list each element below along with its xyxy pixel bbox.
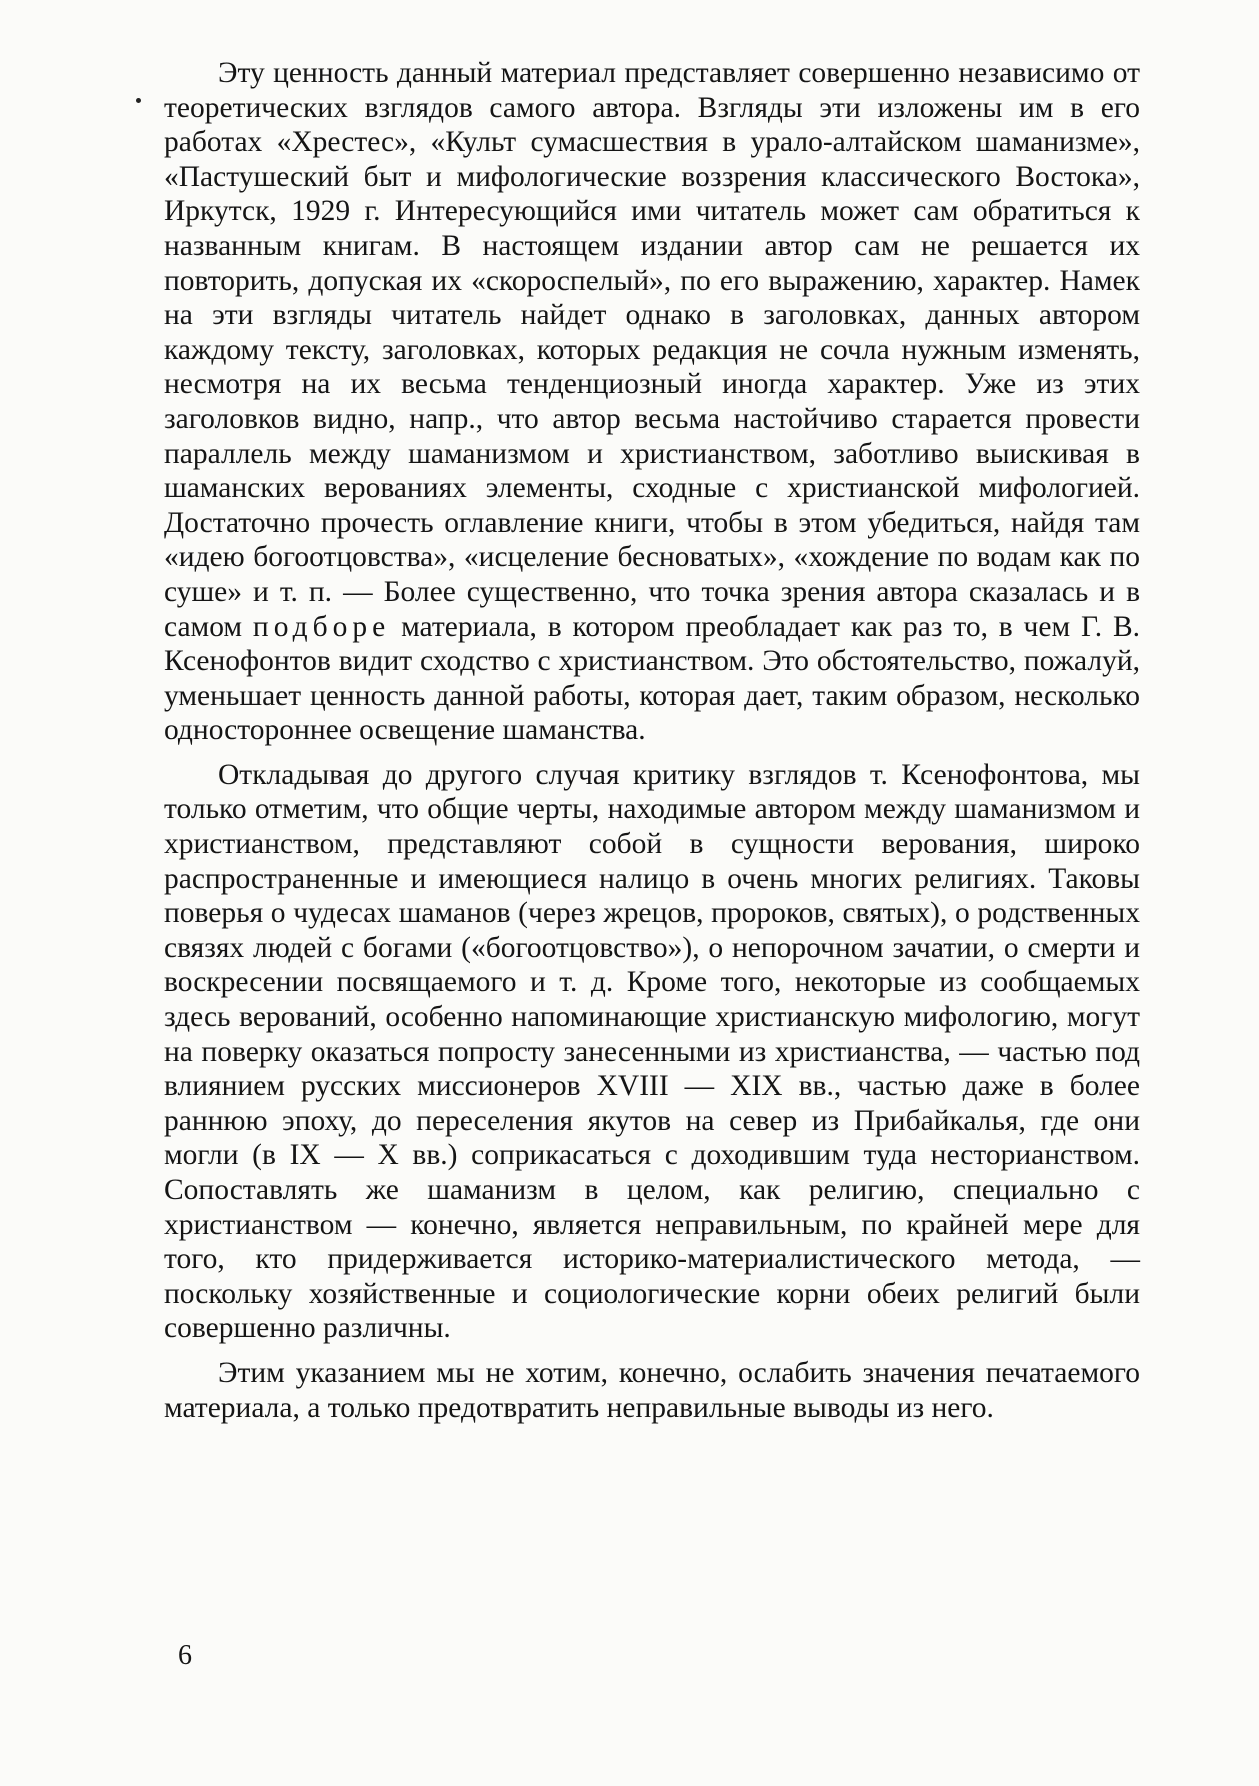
paragraph-1-part-2: материала, в котором преобладает как раз то, в чем Г. В. Ксенофонтов видит сходство с христианством. Это обстоятельство, пожалуй, уменьшает ценность данной работы, которая дает, таким образом, несколько одностороннее освещение шаманства. (164, 610, 1140, 747)
paragraph-1-part-1: Эту ценность данный материал представляет совершенно независимо от теоретических взглядов самого автора. Взгляды эти изложены им в его работах «Хрестес», «Культ сумасшествия в урало-алтайском шаманизме», «Пастушеский быт и мифологические воззрения классического Востока», Иркутск, 1929 г. Интересующийся ими читатель может сам обратиться к названным книгам. В настоящем издании автор сам не решается их повторить, допуская их «скороспелый», по его выражению, характер. Намек на эти взгляды читатель найдет однако в заголовках, данных автором каждому тексту, заголовках, которых редакция не сочла нужным изменять, несмотря на их весьма тенденциозный иногда характер. Уже из этих заголовков видно, напр., что автор весьма настойчиво старается провести параллель между шаманизмом и христианством, заботливо выискивая в шаманских верованиях элементы, сходные с христианской мифологией. Достаточно прочесть оглавление книги, чтобы в этом убедиться, найдя там «идею богоотцовства», «исцеление бесноватых», «хождение по водам как по суше» и т. п. — Более существенно, что точка зрения автора сказалась и в самом (164, 57, 1140, 643)
body-text (164, 56, 1140, 1425)
paragraph-1 (164, 56, 1140, 748)
paragraph-3: Этим указанием мы не хотим, конечно, ослабить значения печатаемого материала, а только предотвратить неправильные выводы из него. (164, 1356, 1140, 1424)
margin-dot-mark (136, 98, 141, 103)
page-number: 6 (178, 1640, 192, 1671)
paragraph-2: Откладывая до другого случая критику взглядов т. Ксенофонтова, мы только отметим, что общие черты, находимые автором между шаманизмом и христианством, представляют собой в сущности верования, широко распространенные и имеющиеся налицо в очень многих религиях. Таковы поверья о чудесах шаманов (через жрецов, пророков, святых), о родственных связях людей с богами («богоотцовство»), о непорочном зачатии, о смерти и воскресении посвящаемого и т. д. Кроме того, некоторые из сообщаемых здесь верований, особенно напоминающие христианскую мифологию, могут на поверку оказаться попросту занесенными из христианства, — частью под влиянием русских миссионеров XVIII — XIX вв., частью даже в более раннюю эпоху, до переселения якутов на север из Прибайкалья, где они могли (в IX — X вв.) соприкасаться с доходившим туда несторианством. Сопоставлять же шаманизм в целом, как религию, специально с христианством — конечно, является неправильным, по крайней мере для того, кто придерживается историко-материалистического метода, — поскольку хозяйственные и социологические корни обеих религий были совершенно различны. (164, 758, 1140, 1345)
emphasized-word: подборе (252, 610, 391, 643)
